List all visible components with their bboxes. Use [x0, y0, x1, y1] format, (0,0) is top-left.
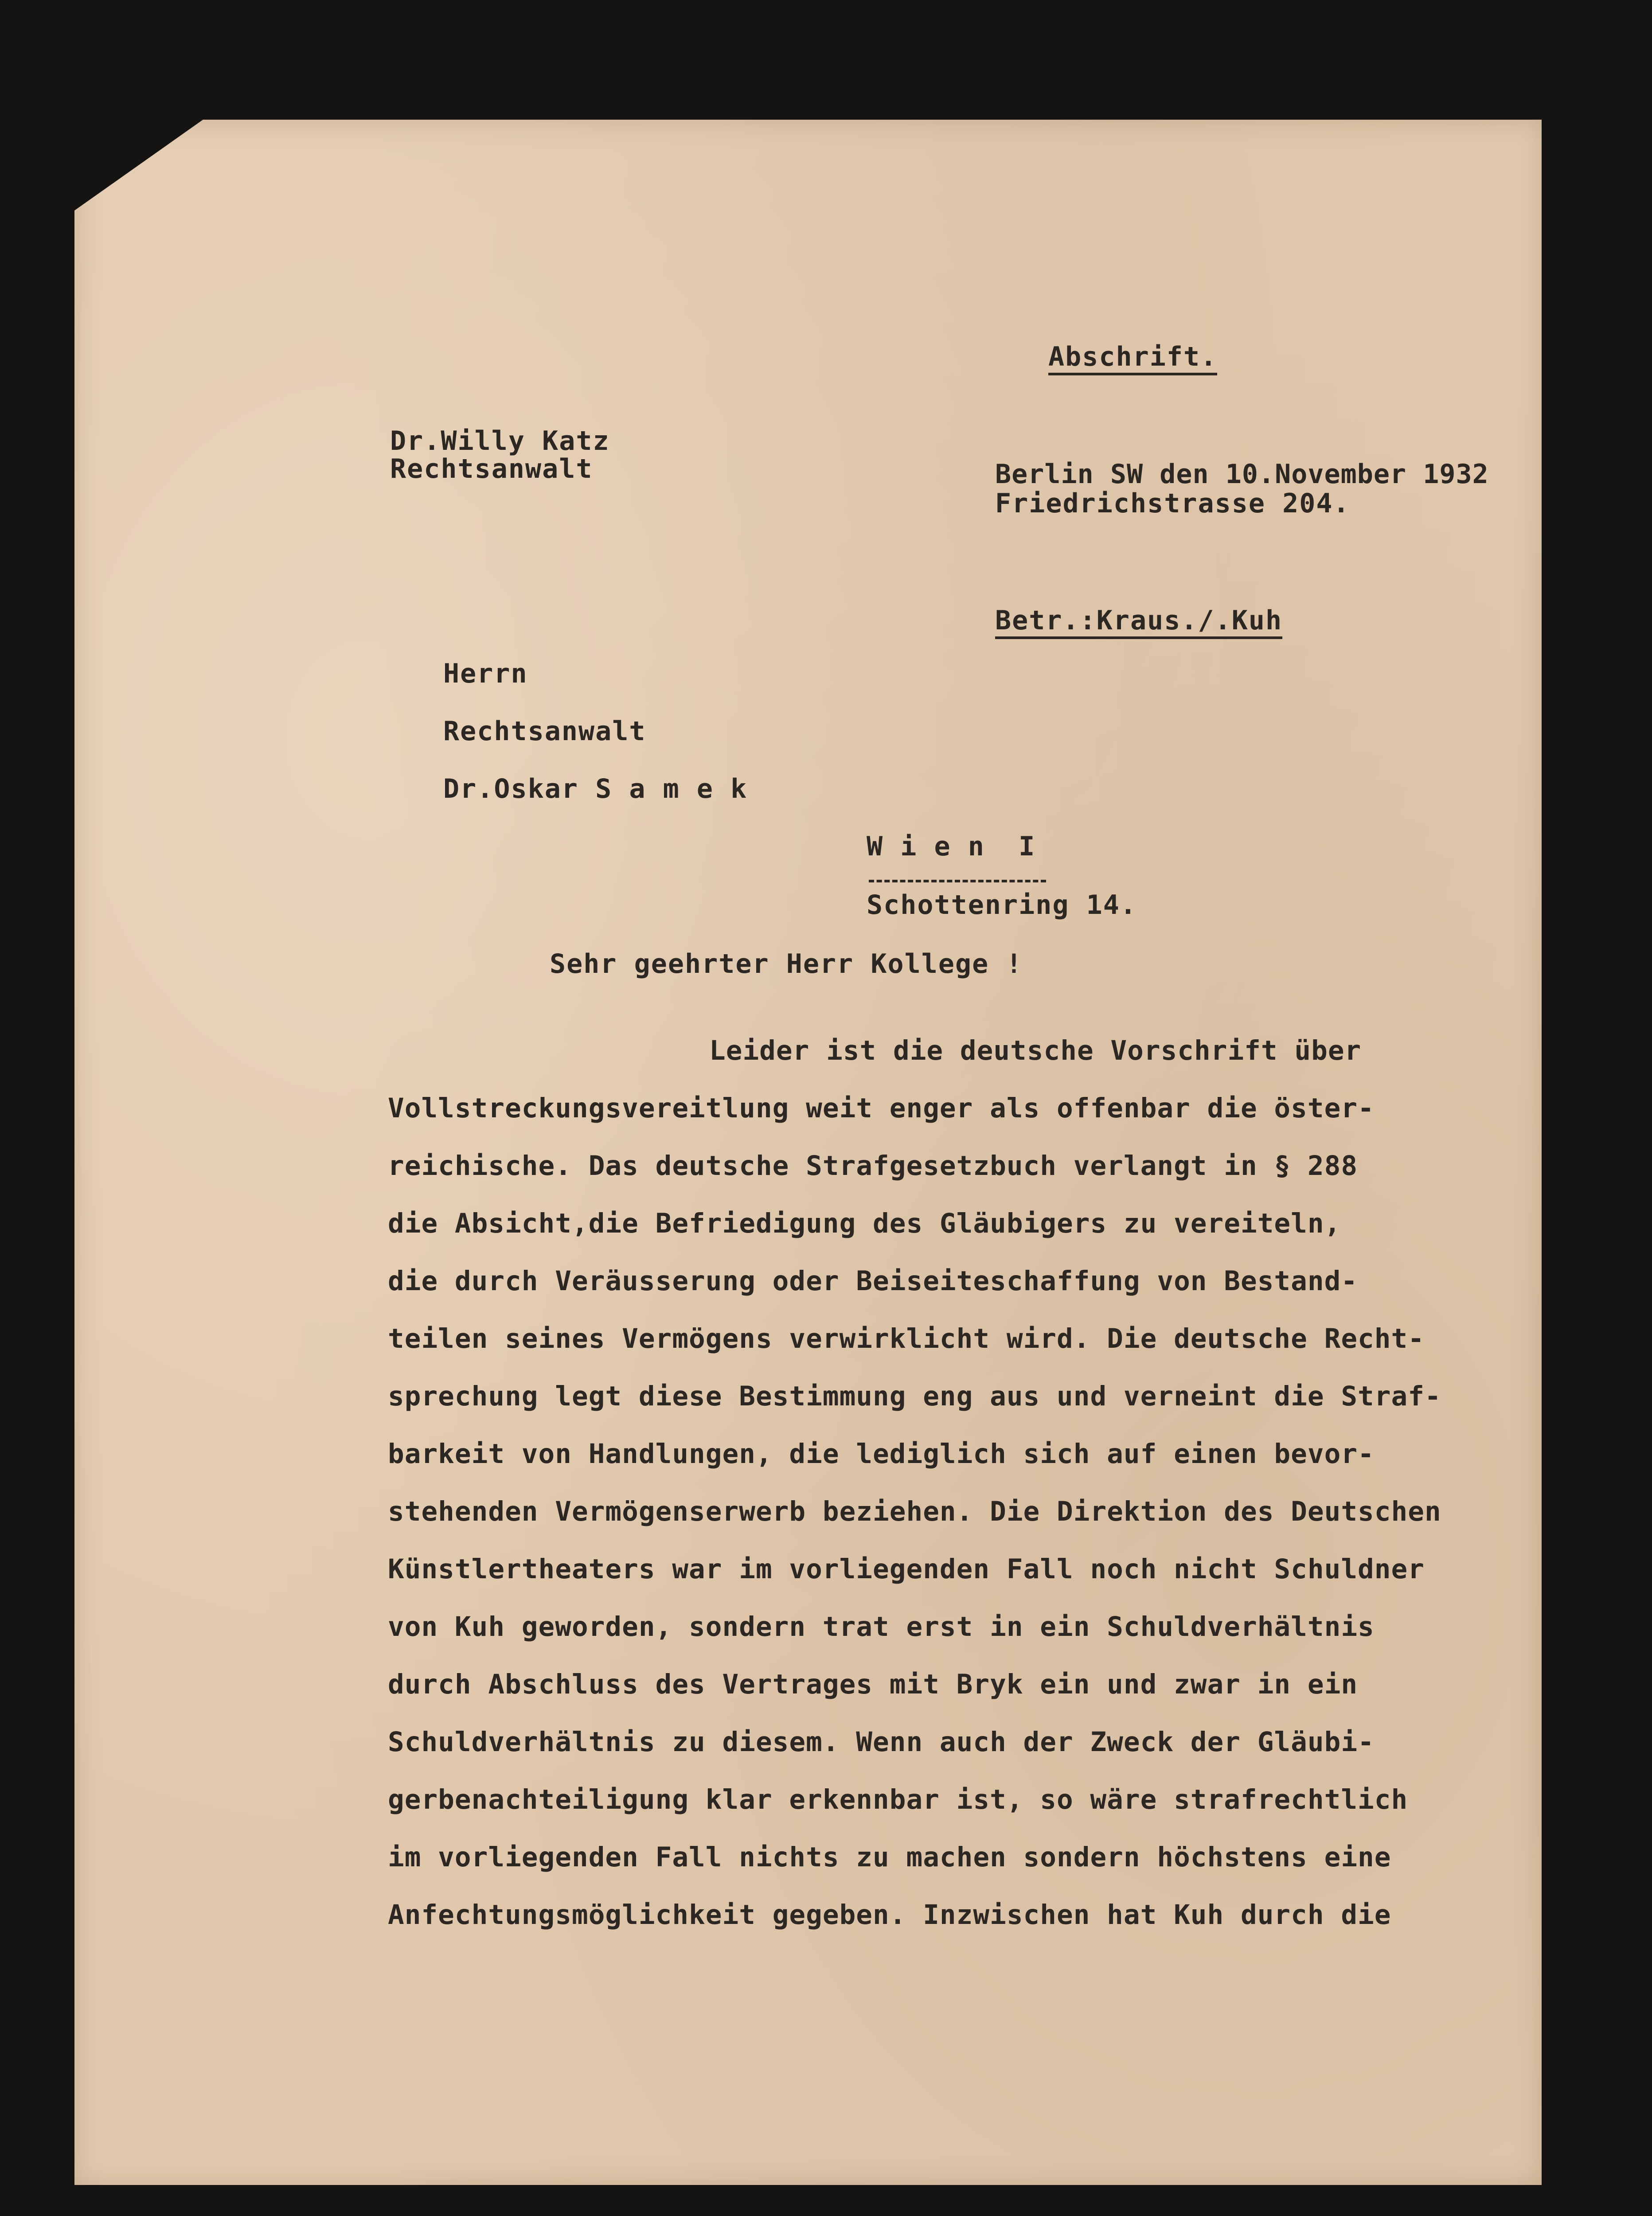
recipient-salutation: Herrn	[443, 658, 528, 689]
body-line: Anfechtungsmöglichkeit gegeben. Inzwischen hat Kuh durch die	[388, 1899, 1391, 1931]
sender-street: Friedrichstrasse 204.	[995, 488, 1350, 519]
body-line: die Absicht,die Befriedigung des Gläubigers zu vereiteln,	[388, 1208, 1341, 1239]
sender-name: Dr.Willy Katz	[390, 425, 610, 456]
body-line: barkeit von Handlungen, die lediglich sich auf einen bevor-	[388, 1438, 1375, 1470]
body-line: gerbenachteiligung klar erkennbar ist, so wäre strafrechtlich	[388, 1784, 1408, 1815]
body-line: Leider ist die deutsche Vorschrift über	[709, 1035, 1362, 1066]
body-line: im vorliegenden Fall nichts zu machen sondern höchstens eine	[388, 1841, 1391, 1873]
city-underline	[869, 880, 1046, 882]
recipient-street: Schottenring 14.	[867, 890, 1137, 921]
sender-title: Rechtsanwalt	[390, 453, 593, 484]
body-line: Schuldverhältnis zu diesem. Wenn auch der Zweck der Gläubi-	[388, 1726, 1375, 1758]
copy-heading: Abschrift.	[1048, 343, 1217, 375]
recipient-city: W i e n I	[867, 831, 1036, 862]
body-line: teilen seines Vermögens verwirklicht wird. Die deutsche Recht-	[388, 1323, 1425, 1354]
body-line: reichische. Das deutsche Strafgesetzbuch verlangt in § 288	[388, 1150, 1358, 1182]
greeting: Sehr geehrter Herr Kollege !	[550, 948, 1023, 979]
body-line: Vollstreckungsvereitlung weit enger als offenbar die öster-	[388, 1092, 1375, 1124]
subject-line: Betr.:Kraus./.Kuh	[995, 607, 1282, 639]
recipient-name: Dr.Oskar S a m e k	[443, 773, 748, 804]
body-line: die durch Veräusserung oder Beiseiteschaffung von Bestand-	[388, 1265, 1358, 1297]
place-and-date: Berlin SW den 10.November 1932	[995, 459, 1489, 490]
body-line: Künstlertheaters war im vorliegenden Fall noch nicht Schuldner	[388, 1553, 1425, 1585]
body-line: durch Abschluss des Vertrages mit Bryk ein und zwar in ein	[388, 1669, 1358, 1700]
recipient-title: Rechtsanwalt	[443, 716, 646, 747]
body-line: stehenden Vermögenserwerb beziehen. Die Direktion des Deutschen	[388, 1496, 1441, 1527]
body-line: von Kuh geworden, sondern trat erst in ein Schuldverhältnis	[388, 1611, 1375, 1642]
body-line: sprechung legt diese Bestimmung eng aus und verneint die Straf-	[388, 1381, 1441, 1412]
